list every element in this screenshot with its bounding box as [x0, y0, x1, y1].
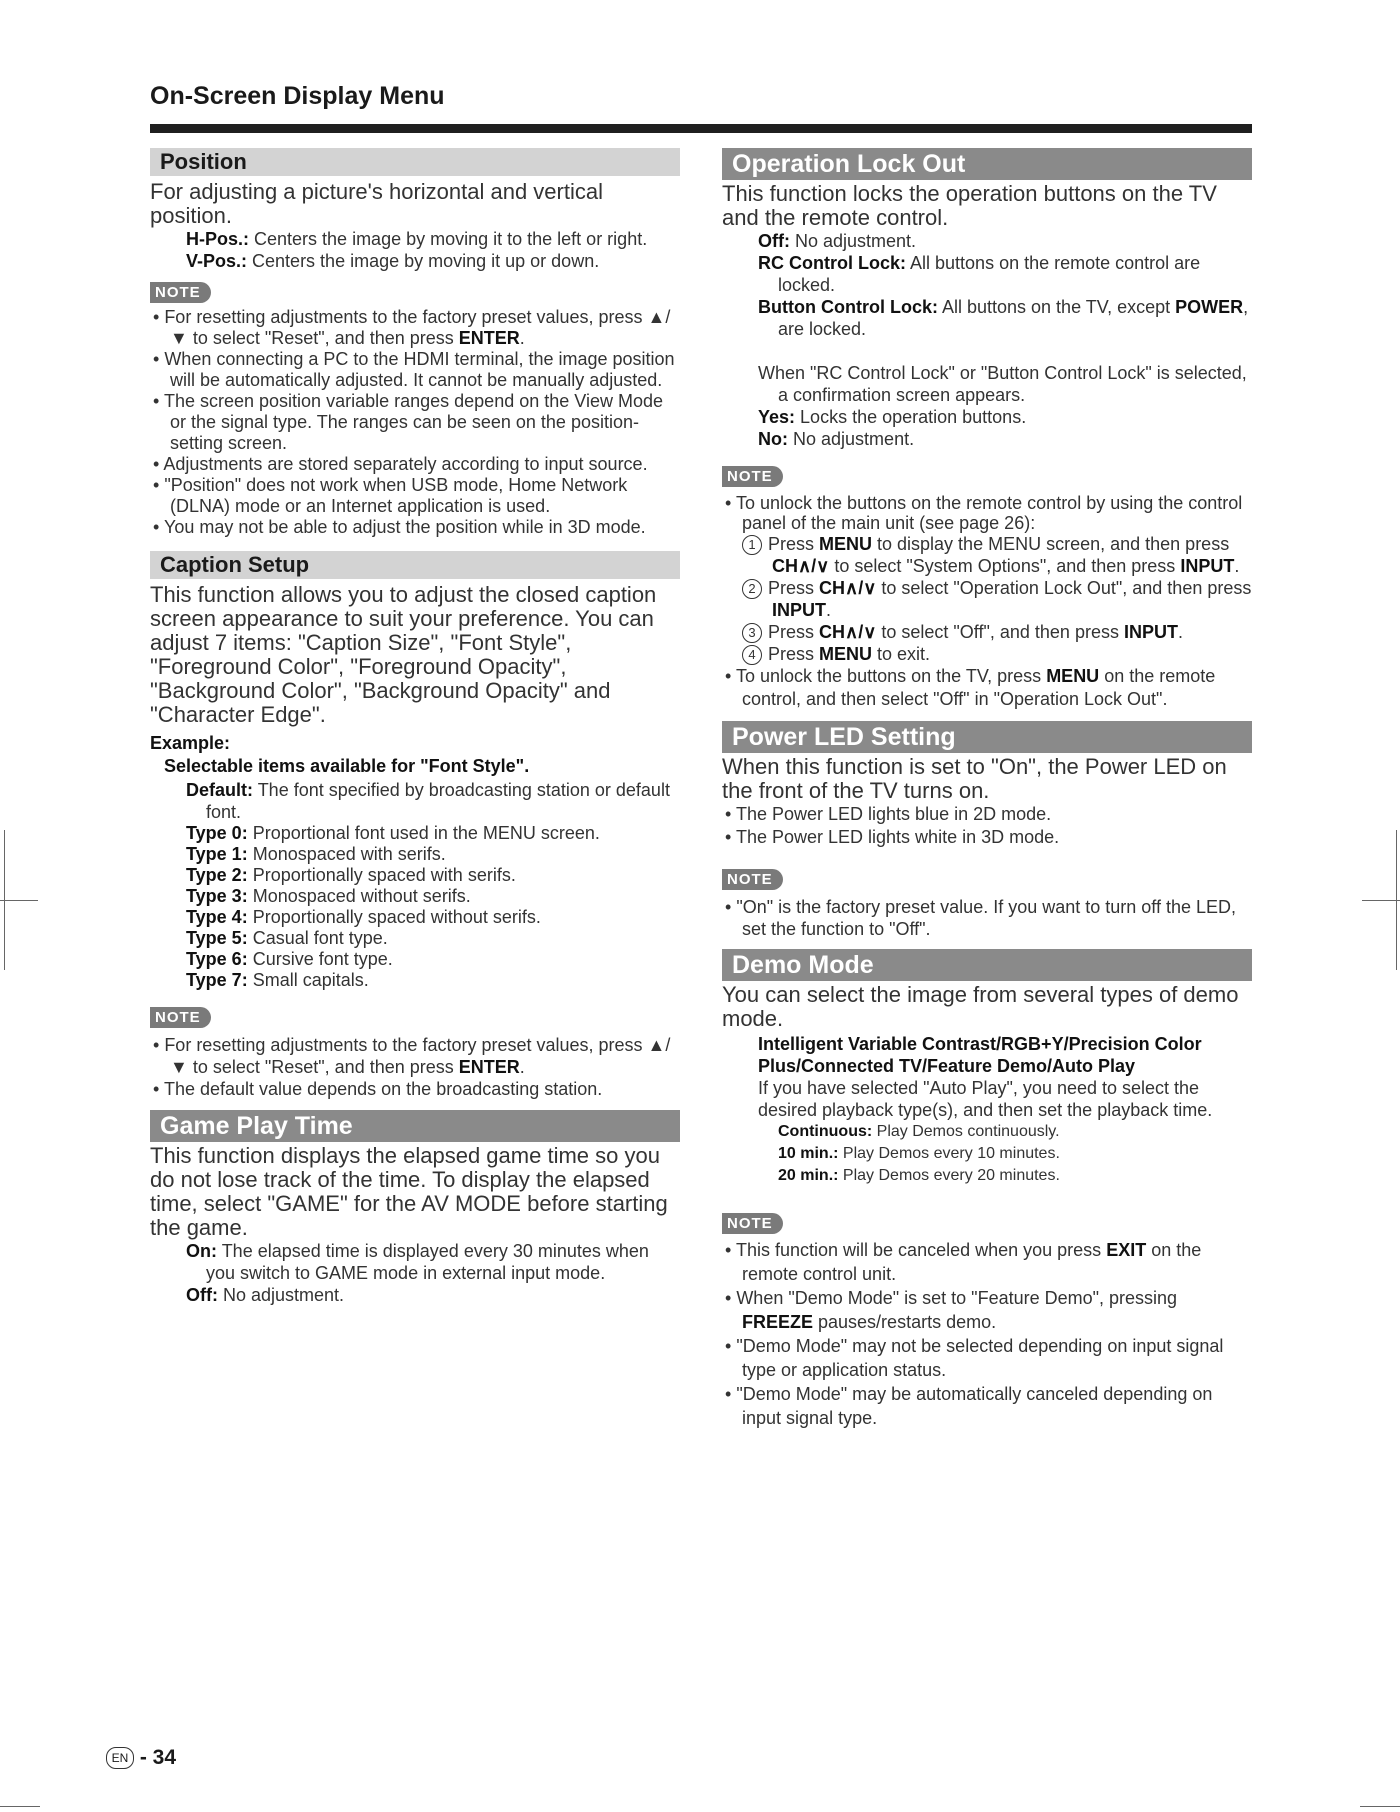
- list-item: • The Power LED lights white in 3D mode.: [725, 827, 1060, 847]
- list-item: Type 0: Proportional font used in the MENU screen.: [186, 823, 600, 843]
- powerled-intro: When this function is set to "On", the Power LED on the front of the TV turns on.: [722, 754, 1227, 803]
- section-heading-game: Game Play Time: [150, 1110, 680, 1142]
- step-item: 4 Press MENU to exit.: [722, 643, 1252, 665]
- list-item: Type 2: Proportionally spaced with serifs.: [186, 865, 516, 885]
- oplock-rc-item: RC Control Lock: All buttons on the remote control are locked.: [758, 253, 1201, 295]
- note-badge: NOTE: [150, 282, 211, 303]
- list-item: Type 3: Monospaced without serifs.: [186, 886, 471, 906]
- step-item: 3 Press CH∧/∨ to select "Off", and then press INPUT.: [722, 621, 1252, 643]
- note-badge: NOTE: [722, 466, 783, 487]
- position-notes: [150, 307, 680, 538]
- crop-mark: [1360, 1806, 1400, 1807]
- caption-notes: [150, 1034, 680, 1100]
- section-heading-oplock: Operation Lock Out: [722, 148, 1252, 180]
- list-item: • "Position" does not work when USB mode, Home Network (DLNA) mode or an Internet application is used.: [153, 475, 628, 516]
- game-on-item: On: The elapsed time is displayed every 30 minutes when you switch to GAME mode in external input mode.: [186, 1241, 649, 1283]
- list-item: • When "Demo Mode" is set to "Feature Demo", pressing FREEZE pauses/restarts demo.: [725, 1288, 1178, 1332]
- list-item: • When connecting a PC to the HDMI terminal, the image position will be automatically adjusted. It cannot be manually adjusted.: [153, 349, 675, 390]
- section-heading-powerled: Power LED Setting: [722, 721, 1252, 753]
- list-item: 10 min.: Play Demos every 10 minutes.: [778, 1145, 1060, 1162]
- list-item: • "Demo Mode" may be automatically canceled depending on input signal type.: [725, 1384, 1213, 1428]
- up-down-arrow-icon: ▲/▼: [170, 307, 671, 348]
- demo-options: Intelligent Variable Contrast/RGB+Y/Precision Color Plus/Connected TV/Feature Demo/Auto Play: [758, 1034, 1202, 1076]
- note-badge: NOTE: [722, 1213, 783, 1234]
- crop-mark: [4, 830, 5, 970]
- left-column: [150, 148, 680, 1306]
- list-item: Type 6: Cursive font type.: [186, 949, 393, 969]
- list-item: Type 1: Monospaced with serifs.: [186, 844, 446, 864]
- list-item: Type 5: Casual font type.: [186, 928, 388, 948]
- example-sub: Selectable items available for "Font Style".: [164, 756, 530, 776]
- list-item: • This function will be canceled when you press EXIT on the remote control unit.: [725, 1240, 1202, 1284]
- oplock-yes-item: Yes: Locks the operation buttons.: [758, 407, 1027, 427]
- oplock-no-item: No: No adjustment.: [758, 429, 915, 449]
- note-badge: NOTE: [722, 869, 783, 890]
- example-label: Example:: [150, 733, 231, 753]
- oplock-intro: This function locks the operation buttons on the TV and the remote control.: [722, 181, 1217, 230]
- hpos-item: H-Pos.: Centers the image by moving it to the left or right.: [186, 229, 648, 249]
- vpos-item: V-Pos.: Centers the image by moving it up or down.: [186, 251, 600, 271]
- list-item: • To unlock the buttons on the remote control by using the control panel of the main unit (see page 26):: [725, 493, 1243, 533]
- position-intro: For adjusting a picture's horizontal and vertical position.: [150, 179, 603, 228]
- list-item: • "Demo Mode" may not be selected depending on input signal type or application status.: [725, 1336, 1224, 1380]
- page-number: 34: [152, 1746, 177, 1769]
- list-item: Continuous: Play Demos continuously.: [778, 1123, 1060, 1140]
- note-badge: NOTE: [150, 1007, 211, 1028]
- oplock-confirm: When "RC Control Lock" or "Button Control Lock" is selected, a confirmation screen appears.: [758, 363, 1247, 405]
- oplock-notes: [722, 493, 1252, 711]
- list-item: Type 4: Proportionally spaced without serifs.: [186, 907, 541, 927]
- list-item: • For resetting adjustments to the factory preset values, press ▲/▼ to select "Reset", and then press ENTER.: [153, 307, 671, 348]
- list-item: • To unlock the buttons on the TV, press MENU on the remote control, and then select "Off" in "Operation Lock Out".: [725, 666, 1216, 709]
- step-item: 2 Press CH∧/∨ to select "Operation Lock Out", and then press INPUT.: [722, 577, 1252, 621]
- section-heading-demo: Demo Mode: [722, 949, 1252, 981]
- oplock-button-item: Button Control Lock: All buttons on the TV, except POWER, are locked.: [758, 297, 1249, 339]
- crop-mark: [0, 1806, 40, 1807]
- list-item: • You may not be able to adjust the position while in 3D mode.: [153, 517, 646, 537]
- demo-autoplay: If you have selected "Auto Play", you need to select the desired playback type(s), and then set the playback time.: [758, 1078, 1213, 1120]
- oplock-off-item: Off: No adjustment.: [758, 231, 917, 251]
- language-badge-icon: EN: [106, 1747, 134, 1769]
- list-item: • Adjustments are stored separately according to input source.: [153, 454, 648, 474]
- title-rule: [150, 124, 1252, 133]
- crop-mark: [0, 900, 38, 901]
- game-off-item: Off: No adjustment.: [186, 1285, 345, 1305]
- list-item: Type 7: Small capitals.: [186, 970, 369, 990]
- list-item: • "On" is the factory preset value. If you want to turn off the LED, set the function to "Off".: [725, 897, 1237, 939]
- page-title: On-Screen Display Menu: [150, 82, 445, 110]
- list-item: 20 min.: Play Demos every 20 minutes.: [778, 1167, 1060, 1184]
- list-item: • For resetting adjustments to the factory preset values, press ▲/▼ to select "Reset", and then press ENTER.: [153, 1035, 671, 1077]
- up-down-arrow-icon: ▲/▼: [170, 1035, 671, 1077]
- demo-intro: You can select the image from several types of demo mode.: [722, 982, 1239, 1031]
- section-heading-position: Position: [150, 148, 680, 176]
- crop-mark: [1396, 830, 1397, 970]
- page-footer: EN - 34: [106, 1746, 176, 1770]
- right-column: [722, 148, 1252, 1430]
- step-item: 1 Press MENU to display the MENU screen, and then press CH∧/∨ to select "System Options", and then press INPUT.: [722, 533, 1252, 577]
- list-item: • The default value depends on the broadcasting station.: [153, 1079, 603, 1099]
- section-heading-caption: Caption Setup: [150, 551, 680, 579]
- list-item: Default: The font specified by broadcasting station or default font.: [186, 780, 670, 822]
- demo-notes: [722, 1238, 1252, 1430]
- font-style-list: [150, 779, 680, 991]
- crop-mark: [1362, 900, 1400, 901]
- caption-intro: This function allows you to adjust the closed caption screen appearance to suit your preference. You can adjust 7 items: "Caption Size", "Font Style", "Foreground Color", "Foreground Opacity", "Background Color", "Background Opacity" and "Character Edge".: [150, 582, 657, 727]
- list-item: • The screen position variable ranges depend on the View Mode or the signal type. The ranges can be seen on the position-setting screen.: [153, 391, 663, 453]
- list-item: • The Power LED lights blue in 2D mode.: [725, 804, 1052, 824]
- game-intro: This function displays the elapsed game time so you do not lose track of the time. To display the elapsed time, select "GAME" for the AV MODE before starting the game.: [150, 1143, 668, 1240]
